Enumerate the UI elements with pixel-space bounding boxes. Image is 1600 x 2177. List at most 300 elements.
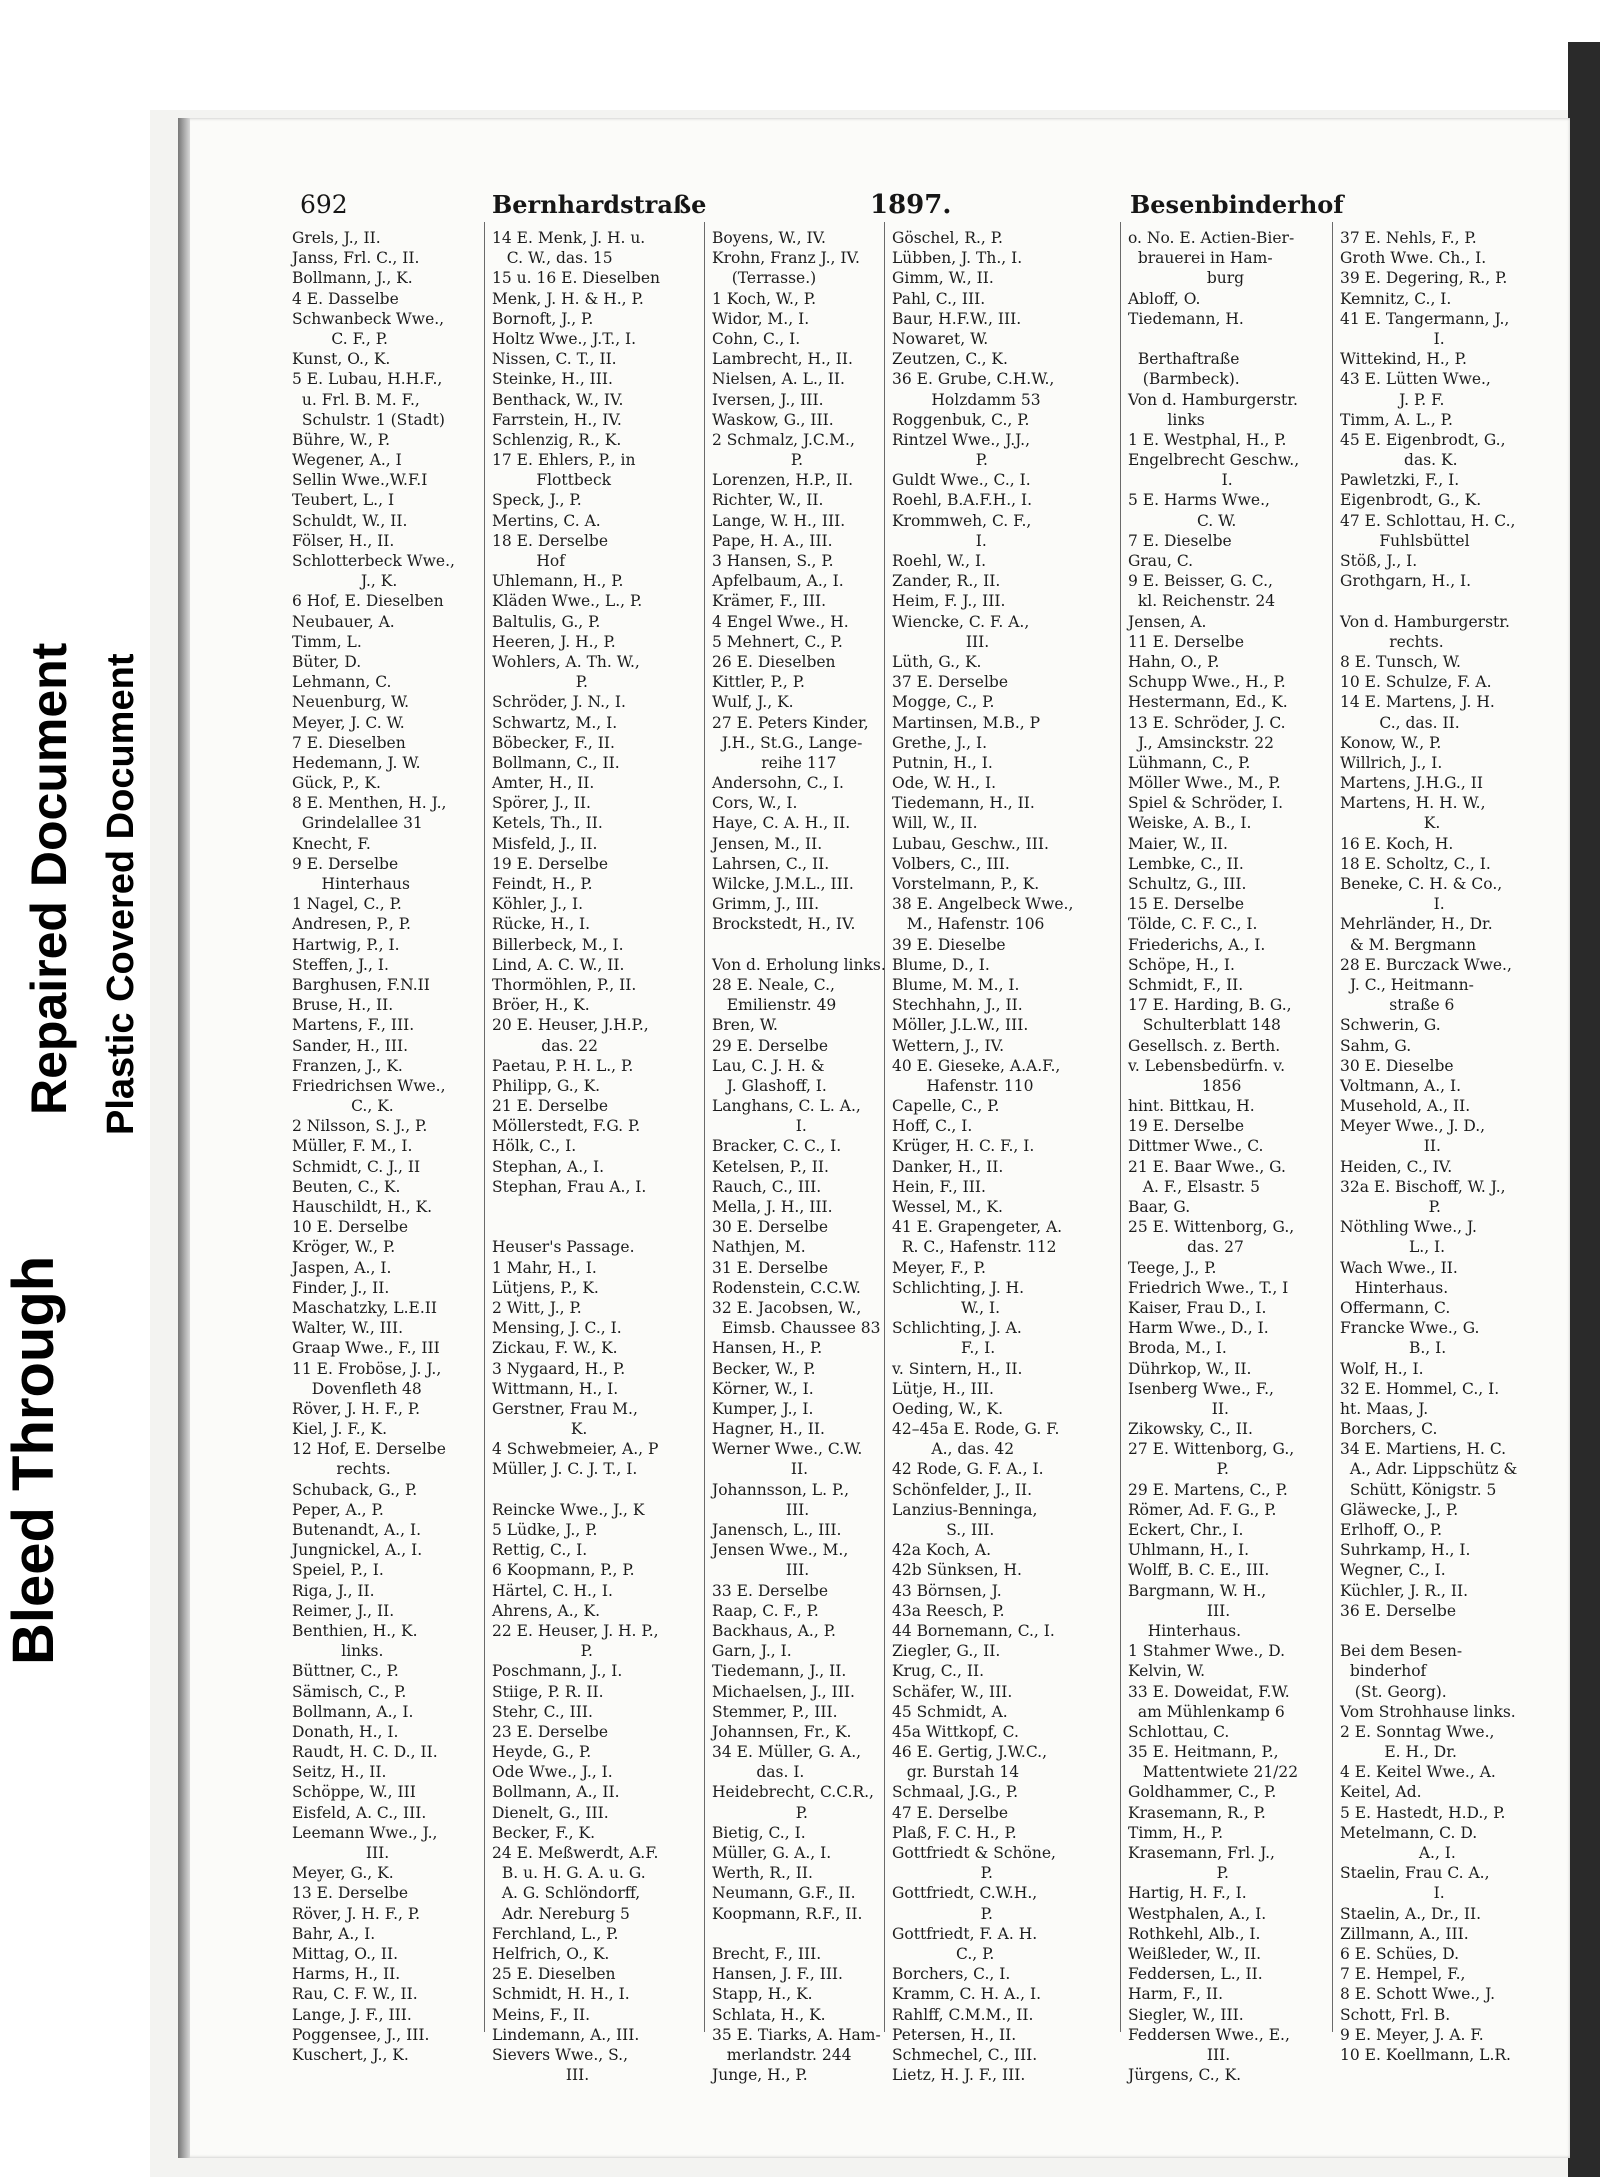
directory-entry: rechts.: [1340, 632, 1444, 651]
directory-entry: J. C., Heitmann-: [1340, 975, 1474, 994]
directory-entry: Thormöhlen, P., II.: [492, 975, 637, 994]
directory-entry: Küchler, J. R., II.: [1340, 1581, 1469, 1600]
directory-entry: 6 Koopmann, P., P.: [492, 1561, 635, 1580]
page-number: 692: [300, 190, 348, 219]
directory-column-3: [712, 228, 886, 2085]
directory-entry: Sievers Wwe., S.,: [492, 2045, 629, 2064]
directory-entry: Hoff, C., I.: [892, 1117, 973, 1136]
directory-entry: Martens, H. H. W.,: [1340, 794, 1486, 813]
directory-entry: Mehrländer, H., Dr.: [1340, 915, 1493, 934]
directory-entry: Ferchland, L., P.: [492, 1924, 619, 1943]
directory-entry: Lambrecht, H., II.: [712, 350, 853, 369]
directory-entry: Nissen, C. T., II.: [492, 350, 617, 369]
directory-entry: Andersohn, C., I.: [712, 774, 844, 793]
directory-entry: J. Glashoff, I.: [712, 1076, 827, 1095]
directory-entry: Oeding, W., K.: [892, 1399, 1004, 1418]
directory-entry: Hinterhaus.: [1340, 1278, 1449, 1297]
directory-entry: Martinsen, M.B., P: [892, 713, 1041, 732]
directory-entry: Harms, H., II.: [292, 1965, 401, 1984]
directory-entry: ht. Maas, J.: [1340, 1399, 1429, 1418]
directory-entry: Suhrkamp, H., I.: [1340, 1541, 1471, 1560]
directory-entry: A., Adr. Lippschütz &: [1340, 1460, 1518, 1479]
directory-entry: II.: [1340, 1137, 1441, 1156]
directory-entry: Köhler, J., I.: [492, 895, 584, 914]
directory-entry: Grels, J., II.: [292, 229, 381, 247]
scanner-edge-band: [1568, 42, 1600, 2177]
directory-entry: I.: [1340, 1884, 1445, 1903]
directory-entry: K.: [1340, 814, 1441, 833]
directory-entry: Eisfeld, A. C., III.: [292, 1803, 427, 1822]
directory-entry: Schmidt, C. J., II: [292, 1157, 421, 1176]
directory-entry: Dittmer Wwe., C.: [1128, 1137, 1264, 1156]
directory-entry: Büttner, C., P.: [292, 1662, 399, 1681]
directory-entry: Reincke Wwe., J., K: [492, 1500, 645, 1519]
directory-entry: Eimsb. Chaussee 83: [712, 1319, 881, 1338]
directory-entry: III.: [492, 2066, 590, 2085]
directory-entry: C. W., das. 15: [492, 249, 613, 268]
directory-entry: Grindelallee 31: [292, 814, 423, 833]
directory-entry: Kelvin, W.: [1128, 1662, 1205, 1681]
directory-entry: Schönfelder, J., II.: [892, 1480, 1033, 1499]
directory-entry: 32 E. Hommel, C., I.: [1340, 1379, 1500, 1398]
directory-entry: A. F., Elsastr. 5: [1128, 1177, 1261, 1196]
directory-entry: Schlata, H., K.: [712, 2005, 826, 2024]
directory-entry: Kittler, P., P.: [712, 673, 805, 692]
directory-entry: Mittag, O., II.: [292, 1944, 399, 1963]
directory-entry: Gesellsch. z. Berth.: [1128, 1036, 1281, 1055]
directory-entry: Bei dem Besen-: [1340, 1642, 1463, 1661]
directory-entry: Eigenbrodt, G., K.: [1340, 491, 1482, 510]
directory-entry: Johannsson, L. P.,: [712, 1480, 850, 1499]
directory-entry: Vom Strohhause links.: [1340, 1702, 1516, 1721]
directory-entry: Pahl, C., III.: [892, 289, 986, 308]
directory-entry: Kumper, J., I.: [712, 1399, 814, 1418]
directory-entry: Mensing, J. C., I.: [492, 1319, 622, 1338]
directory-entry: Krasemann, R., P.: [1128, 1803, 1266, 1822]
directory-entry: III.: [292, 1844, 390, 1862]
directory-entry: Harm Wwe., D., I.: [1128, 1319, 1269, 1338]
directory-entry: 5 E. Lubau, H.H.F.,: [292, 370, 443, 389]
directory-entry: Nowaret, W.: [892, 329, 989, 348]
directory-entry: Roggenbuk, C., P.: [892, 410, 1030, 429]
directory-entry: 31 E. Derselbe: [712, 1258, 829, 1277]
directory-entry: Dührkop, W., II.: [1128, 1359, 1252, 1378]
directory-entry: Leemann Wwe., J.,: [292, 1823, 438, 1842]
directory-entry: 5 E. Harms Wwe.,: [1128, 491, 1270, 510]
directory-entry: Lüth, G., K.: [892, 652, 982, 671]
directory-entry: Lietz, H. J. F., III.: [892, 2066, 1026, 2085]
directory-entry: Jaspen, A., I.: [292, 1258, 392, 1277]
directory-entry: Jungnickel, A., I.: [292, 1541, 423, 1560]
directory-entry: A. G. Schlöndorff,: [492, 1884, 641, 1903]
directory-entry: Heuser's Passage.: [492, 1238, 635, 1257]
directory-entry: links: [1128, 410, 1205, 429]
directory-entry: Tölde, C. F. C., I.: [1128, 915, 1258, 934]
directory-entry: 29 E. Martens, C., P.: [1128, 1480, 1288, 1499]
directory-entry: Benthien, H., K.: [292, 1621, 418, 1640]
directory-entry: Cors, W., I.: [712, 794, 798, 813]
directory-entry: 1 E. Westphal, H., P.: [1128, 430, 1287, 449]
directory-entry: Heyde, G., P.: [492, 1743, 592, 1762]
directory-entry: Amter, H., II.: [492, 774, 595, 793]
header-right-street: Besenbinderhof: [1130, 190, 1344, 219]
directory-entry: Grimm, J., III.: [712, 895, 820, 914]
directory-entry: Gläwecke, J., P.: [1340, 1500, 1459, 1519]
directory-entry: Farrstein, H., IV.: [492, 410, 622, 429]
directory-entry: Erlhoff, O., P.: [1340, 1521, 1443, 1539]
directory-entry: Kuschert, J., K.: [292, 2045, 409, 2064]
directory-entry: 11 E. Derselbe: [1128, 632, 1245, 651]
directory-entry: III.: [1128, 2045, 1231, 2064]
directory-entry: reihe 117: [712, 753, 837, 772]
directory-entry: Schöppe, W., III: [292, 1783, 416, 1802]
directory-entry: Baur, H.F.W., III.: [892, 309, 1022, 328]
directory-entry: Rothkehl, Alb., I.: [1128, 1924, 1261, 1943]
directory-entry: binderhof: [1340, 1662, 1427, 1681]
directory-entry: Paetau, P. H. L., P.: [492, 1056, 634, 1075]
directory-entry: I.: [1340, 895, 1445, 914]
directory-entry: Goldhammer, C., P.: [1128, 1783, 1277, 1802]
directory-entry: B. u. H. G. A. u. G.: [492, 1864, 646, 1883]
directory-entry: Bietig, C., I.: [712, 1823, 806, 1842]
directory-entry: S., III.: [892, 1521, 995, 1539]
column-rule: [1332, 222, 1333, 2032]
directory-entry: 30 E. Derselbe: [712, 1218, 829, 1237]
directory-entry: Ode, W. H., I.: [892, 774, 997, 793]
directory-entry: Schupp Wwe., H., P.: [1128, 673, 1286, 692]
directory-entry: Wolf, H., I.: [1340, 1359, 1424, 1378]
directory-entry: Neubauer, A.: [292, 612, 395, 631]
directory-entry: 42–45a E. Rode, G. F.: [892, 1420, 1060, 1439]
directory-entry: Krüger, H. C. F., I.: [892, 1137, 1035, 1156]
directory-entry: L., I.: [1340, 1238, 1446, 1257]
directory-entry: Meyer, J. C. W.: [292, 713, 405, 732]
directory-entry: 10 E. Derselbe: [292, 1218, 409, 1237]
directory-entry: 7 E. Dieselben: [292, 733, 406, 752]
directory-entry: Lahrsen, C., II.: [712, 854, 830, 873]
directory-entry: P.: [712, 1803, 808, 1822]
directory-entry: Wittmann, H., I.: [492, 1379, 619, 1398]
directory-entry: Engelbrecht Geschw.,: [1128, 451, 1300, 470]
directory-entry: Weiske, A. B., I.: [1128, 814, 1252, 833]
directory-entry: Lühmann, C., P.: [1128, 753, 1251, 772]
directory-entry: Maier, W., II.: [1128, 834, 1228, 853]
directory-entry: Körner, W., I.: [712, 1379, 814, 1398]
directory-entry: Lanzius-Benninga,: [892, 1500, 1038, 1519]
directory-entry: Plaß, F. C. H., P.: [892, 1823, 1017, 1842]
directory-entry: Roehl, B.A.F.H., I.: [892, 491, 1033, 510]
directory-entry: Spörer, J., II.: [492, 794, 591, 813]
directory-entry: Bracker, C. C., I.: [712, 1137, 842, 1156]
directory-entry: Schuback, G., P.: [292, 1480, 418, 1499]
directory-entry: Krug, C., II.: [892, 1662, 985, 1681]
directory-entry: Schultz, G., III.: [1128, 875, 1247, 893]
directory-entry: A., das. 42: [892, 1440, 1015, 1459]
directory-entry: das. K.: [1340, 451, 1458, 470]
directory-entry: merlandstr. 244: [712, 2045, 852, 2064]
directory-entry: III.: [712, 1500, 810, 1519]
directory-entry: 12 Hof, E. Derselbe: [292, 1440, 446, 1459]
directory-entry: 8 E. Tunsch, W.: [1340, 652, 1461, 671]
directory-entry: Hinterhaus.: [1128, 1621, 1242, 1640]
directory-entry: Stemmer, P., III.: [712, 1702, 838, 1721]
directory-entry: Waskow, G., III.: [712, 410, 834, 429]
directory-entry: Meyer, F., P.: [892, 1258, 986, 1277]
directory-entry: Heidebrecht, C.C.R.,: [712, 1783, 874, 1802]
directory-entry: Ode Wwe., J., I.: [492, 1763, 613, 1782]
directory-column-2: [492, 228, 660, 2085]
directory-entry: A., I.: [1340, 1844, 1456, 1862]
directory-entry: Menk, J. H. & H., P.: [492, 289, 644, 308]
directory-entry: Zickau, F. W., K.: [492, 1339, 618, 1358]
directory-entry: 6 Hof, E. Dieselben: [292, 592, 444, 611]
directory-entry: Francke Wwe., G.: [1340, 1319, 1480, 1338]
directory-entry: Metelmann, C. D.: [1340, 1823, 1478, 1842]
directory-entry: Siegler, W., III.: [1128, 2005, 1244, 2024]
directory-entry: Reimer, J., II.: [292, 1601, 395, 1620]
directory-entry: Franzen, J., K.: [292, 1056, 403, 1075]
directory-entry: Misfeld, J., II.: [492, 834, 598, 853]
directory-entry: F., I.: [892, 1339, 996, 1358]
directory-entry: Krohn, Franz J., IV.: [712, 249, 860, 268]
directory-entry: Richter, W., II.: [712, 491, 824, 510]
directory-entry: Voltmann, A., I.: [1340, 1076, 1462, 1095]
directory-entry: Gottfriedt, F. A. H.: [892, 1924, 1038, 1943]
directory-entry: 32 E. Jacobsen, W.,: [712, 1298, 862, 1317]
directory-entry: 20 E. Heuser, J.H.P.,: [492, 1016, 649, 1035]
directory-entry: Bahr, A., I.: [292, 1924, 376, 1943]
directory-entry: 8 E. Menthen, H. J.,: [292, 794, 447, 813]
directory-entry: 23 E. Derselbe: [492, 1722, 609, 1741]
directory-entry: Bargmann, W. H.,: [1128, 1581, 1267, 1600]
directory-entry: 38 E. Angelbeck Wwe.,: [892, 895, 1074, 914]
directory-entry: 5 Lüdke, J., P.: [492, 1521, 598, 1539]
directory-entry: Mogge, C., P.: [892, 693, 995, 712]
directory-entry: Wohlers, A. Th. W.,: [492, 652, 640, 671]
directory-entry: Heiden, C., IV.: [1340, 1157, 1453, 1176]
directory-entry: I.: [1128, 471, 1233, 490]
directory-entry: links.: [292, 1642, 384, 1661]
directory-entry: Bühre, W., P.: [292, 430, 391, 449]
directory-entry: Boyens, W., IV.: [712, 229, 826, 247]
directory-entry: II.: [712, 1460, 809, 1479]
directory-entry: Bollmann, A., I.: [292, 1702, 414, 1721]
directory-entry: Bollmann, A., II.: [492, 1783, 620, 1802]
directory-entry: P.: [1128, 1864, 1229, 1883]
directory-entry: Sahm, G.: [1340, 1036, 1412, 1055]
directory-entry: C. W.: [1128, 511, 1237, 530]
directory-entry: P.: [1128, 1460, 1229, 1479]
directory-entry: Adr. Nereburg 5: [492, 1904, 630, 1923]
directory-entry: Billerbeck, M., I.: [492, 935, 624, 954]
directory-entry: I.: [1340, 329, 1445, 348]
directory-entry: P.: [1340, 1198, 1441, 1216]
directory-entry: Eckert, Chr., I.: [1128, 1521, 1244, 1539]
directory-entry: 10 E. Schulze, F. A.: [1340, 673, 1492, 692]
directory-entry: Schulterblatt 148: [1128, 1016, 1281, 1035]
directory-entry: Wach Wwe., II.: [1340, 1258, 1458, 1277]
label-plastic-covered-document: Plastic Covered Document: [100, 653, 142, 1135]
directory-entry: Böbecker, F., II.: [492, 733, 615, 752]
directory-entry: Uhlemann, H., P.: [492, 572, 624, 591]
directory-entry: Janss, Frl. C., II.: [292, 249, 420, 268]
directory-entry: [712, 935, 886, 955]
directory-entry: Timm, L.: [292, 632, 362, 651]
directory-entry: Haye, C. A. H., II.: [712, 814, 851, 833]
directory-entry: P.: [892, 1864, 993, 1883]
directory-entry: Jürgens, C., K.: [1128, 2066, 1242, 2085]
directory-entry: 13 E. Schröder, J. C.: [1128, 713, 1286, 732]
directory-entry: Speiel, P., I.: [292, 1561, 384, 1580]
directory-entry: Butenandt, A., I.: [292, 1521, 422, 1539]
directory-entry: 9 E. Derselbe: [292, 854, 399, 873]
directory-entry: 3 Nygaard, H., P.: [492, 1359, 626, 1378]
directory-entry: Wegner, C., I.: [1340, 1561, 1446, 1580]
directory-entry: Poggensee, J., III.: [292, 2025, 430, 2044]
directory-entry: Zillmann, A., III.: [1340, 1924, 1469, 1943]
directory-entry: 35 E. Tiarks, A. Ham-: [712, 2025, 881, 2044]
directory-entry: R. C., Hafenstr. 112: [892, 1238, 1057, 1257]
directory-entry: 27 E. Wittenborg, G.,: [1128, 1440, 1295, 1459]
directory-entry: Kläden Wwe., L., P.: [492, 592, 643, 611]
directory-entry: J., Amsinckstr. 22: [1128, 733, 1274, 752]
directory-entry: Friedrichsen Wwe.,: [292, 1076, 446, 1095]
directory-entry: Brockstedt, H., IV.: [712, 915, 856, 934]
directory-entry: Wilcke, J.M.L., III.: [712, 875, 854, 893]
directory-entry: Stechhahn, J., II.: [892, 996, 1023, 1015]
directory-entry: Mella, J. H., III.: [712, 1198, 833, 1216]
directory-entry: 9 E. Meyer, J. A. F.: [1340, 2025, 1484, 2044]
directory-entry: 5 E. Hastedt, H.D., P.: [1340, 1803, 1506, 1822]
directory-entry: 47 E. Derselbe: [892, 1803, 1009, 1822]
directory-entry: Brecht, F., III.: [712, 1944, 822, 1963]
directory-entry: 2 Schmalz, J.C.M.,: [712, 430, 855, 449]
directory-entry: Guldt Wwe., C., I.: [892, 471, 1031, 490]
directory-entry: Capelle, C., P.: [892, 1097, 1000, 1116]
directory-entry: K.: [492, 1420, 588, 1439]
directory-entry: Hansen, H., P.: [712, 1339, 823, 1358]
directory-entry: Beneke, C. H. & Co.,: [1340, 875, 1503, 893]
directory-entry: P.: [892, 1904, 993, 1923]
directory-entry: Blume, M. M., I.: [892, 975, 1020, 994]
directory-entry: Hauschildt, H., K.: [292, 1198, 433, 1216]
directory-entry: Hinterhaus: [292, 875, 410, 893]
directory-entry: Zander, R., II.: [892, 572, 1001, 591]
directory-entry: 1 Nagel, C., P.: [292, 895, 402, 914]
directory-entry: Schwanbeck Wwe.,: [292, 309, 445, 328]
directory-entry: Schwartz, M., I.: [492, 713, 618, 732]
directory-entry: Speck, J., P.: [492, 491, 582, 510]
directory-entry: Rintzel Wwe., J.J.,: [892, 430, 1031, 449]
directory-entry: Westphalen, A., I.: [1128, 1904, 1267, 1923]
directory-entry: Isenberg Wwe., F.,: [1128, 1379, 1274, 1398]
directory-entry: Abloff, O.: [1128, 289, 1201, 308]
directory-entry: Wessel, M., K.: [892, 1198, 1003, 1216]
directory-entry: III.: [892, 632, 990, 651]
directory-entry: (Barmbeck).: [1128, 370, 1240, 389]
directory-entry: 11 E. Froböse, J. J.,: [292, 1359, 442, 1378]
directory-entry: & M. Bergmann: [1340, 935, 1477, 954]
directory-entry: Widor, M., I.: [712, 309, 810, 328]
directory-entry: 21 E. Baar Wwe., G.: [1128, 1157, 1286, 1176]
directory-entry: Putnin, H., I.: [892, 753, 993, 772]
directory-entry: 19 E. Derselbe: [492, 854, 609, 873]
directory-entry: Fölser, H., II.: [292, 531, 395, 550]
directory-entry: Lorenzen, H.P., II.: [712, 471, 854, 490]
directory-entry: III.: [712, 1561, 810, 1580]
directory-entry: Von d. Erholung links.: [712, 955, 886, 974]
directory-entry: Lange, J. F., III.: [292, 2005, 412, 2024]
directory-entry: 18 E. Derselbe: [492, 531, 609, 550]
directory-entry: v. Lebensbedürfn. v.: [1128, 1056, 1286, 1075]
directory-entry: Danker, H., II.: [892, 1157, 1004, 1176]
directory-entry: Krommweh, C. F.,: [892, 511, 1032, 530]
directory-entry: Peper, A., P.: [292, 1500, 384, 1519]
directory-entry: Koopmann, R.F., II.: [712, 1904, 863, 1923]
directory-entry: Bollmann, J., K.: [292, 269, 413, 288]
directory-column-5: [1128, 228, 1299, 2085]
directory-entry: [492, 1217, 660, 1237]
directory-entry: Gimm, W., II.: [892, 269, 994, 288]
directory-entry: 15 E. Derselbe: [1128, 895, 1245, 914]
header-year: 1897.: [870, 190, 952, 220]
directory-entry: Andresen, P., P.: [292, 915, 411, 934]
directory-entry: Stephan, A., I.: [492, 1157, 605, 1176]
directory-entry: 37 E. Derselbe: [892, 673, 1009, 692]
directory-entry: gr. Burstah 14: [892, 1763, 1020, 1782]
directory-entry: das. 22: [492, 1036, 598, 1055]
directory-entry: J., K.: [292, 572, 398, 591]
directory-entry: Becker, F., K.: [492, 1823, 595, 1842]
directory-entry: burg: [1128, 269, 1245, 288]
directory-entry: Müller, J. C. J. T., I.: [492, 1460, 638, 1479]
directory-entry: Hölk, C., I.: [492, 1137, 577, 1156]
directory-entry: 14 E. Menk, J. H. u.: [492, 229, 646, 247]
directory-entry: Zeutzen, C., K.: [892, 350, 1008, 369]
directory-entry: Stapp, H., K.: [712, 1985, 813, 2004]
directory-entry: 47 E. Schlottau, H. C.,: [1340, 511, 1516, 530]
directory-entry: Beuten, C., K.: [292, 1177, 401, 1196]
directory-entry: Staelin, A., Dr., II.: [1340, 1904, 1482, 1923]
directory-entry: Baar, G.: [1128, 1198, 1191, 1216]
label-repaired-document: Repaired Document: [21, 642, 77, 1115]
directory-entry: Lau, C. J. H. &: [712, 1056, 825, 1075]
directory-entry: Timm, H., P.: [1128, 1823, 1224, 1842]
directory-entry: Weißleder, W., II.: [1128, 1944, 1262, 1963]
directory-entry: 28 E. Neale, C.,: [712, 975, 835, 994]
directory-entry: (Terrasse.): [712, 269, 817, 288]
directory-entry: 45a Wittkopf, C.: [892, 1722, 1019, 1741]
directory-entry: Maschatzky, L.E.II: [292, 1298, 438, 1317]
directory-entry: Apfelbaum, A., I.: [712, 572, 844, 591]
directory-entry: Gottfriedt, C.W.H.,: [892, 1884, 1038, 1903]
column-rule: [484, 222, 485, 2032]
directory-entry: 34 E. Martiens, H. C.: [1340, 1440, 1507, 1459]
directory-column-4: [892, 228, 1073, 2085]
directory-entry: Lembke, C., II.: [1128, 854, 1244, 873]
column-rule: [1120, 222, 1121, 2032]
directory-entry: 34 E. Müller, G. A.,: [712, 1743, 862, 1762]
directory-entry: Hedemann, J. W.: [292, 753, 421, 772]
directory-entry: Lindemann, A., III.: [492, 2025, 640, 2044]
directory-entry: Rahlff, C.M.M., II.: [892, 2005, 1034, 2024]
directory-entry: Barghusen, F.N.II: [292, 975, 430, 994]
directory-entry: Röver, J. H. F., P.: [292, 1399, 421, 1418]
directory-entry: Iversen, J., III.: [712, 390, 824, 409]
directory-entry: Stehr, C., III.: [492, 1702, 593, 1721]
directory-entry: Poschmann, J., I.: [492, 1662, 623, 1681]
label-bleed-through: Bleed Through: [1, 1255, 66, 1665]
